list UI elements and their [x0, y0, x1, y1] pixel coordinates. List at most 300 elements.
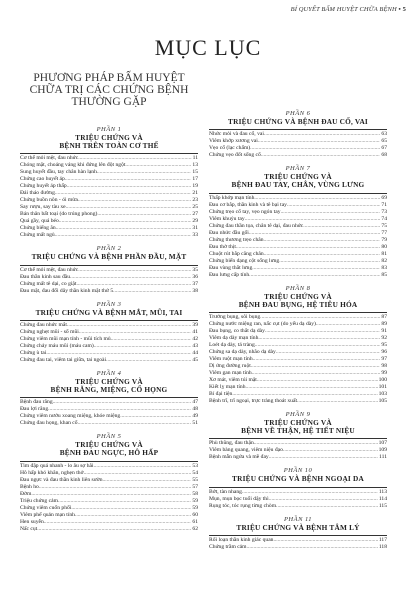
part-heading — [20, 309, 198, 317]
part-label: PHẦN 3 — [96, 300, 122, 308]
part-heading-line: TRIỆU CHỨNG VÀ — [264, 172, 332, 182]
toc-entry-title: Hen suyễn — [20, 518, 44, 525]
toc-entry[interactable] — [209, 230, 387, 237]
part-heading — [209, 118, 387, 126]
toc-entry-page: 92 — [381, 335, 387, 342]
section-title-line: PHƯƠNG PHÁP BẤM HUYỆT — [33, 72, 185, 84]
toc-entry[interactable] — [209, 398, 387, 405]
toc-entry-page: 47 — [192, 399, 198, 406]
dot-leader — [258, 335, 380, 342]
toc-entry[interactable] — [209, 377, 387, 384]
dot-leader — [265, 328, 380, 335]
dot-leader — [287, 202, 380, 209]
toc-entry-title: Kiết lỵ mạn tính — [209, 384, 246, 391]
toc-entry[interactable] — [20, 183, 198, 190]
toc-entry-page: 89 — [381, 321, 387, 328]
part-label: PHẦN 11 — [283, 515, 313, 523]
toc-entry[interactable] — [209, 216, 387, 223]
toc-entry-title: Nấc cụt — [20, 525, 38, 532]
toc-entry[interactable] — [209, 314, 387, 321]
part-heading-line: TRIỆU CHỨNG VÀ BỆNH ĐAU CỔ, VAI — [228, 117, 368, 126]
part-heading-line: TRIỆU CHỨNG VÀ BỆNH MẮT, MŨI, TAI — [35, 307, 183, 317]
section-title-line: THƯỜNG GẶP — [71, 96, 147, 108]
toc-entry[interactable] — [209, 321, 387, 328]
toc-entry[interactable] — [20, 274, 198, 281]
toc-part — [209, 285, 387, 405]
toc-entry-page: 41 — [192, 328, 198, 335]
toc-entry-page: 57 — [192, 483, 198, 490]
toc-entry[interactable] — [20, 267, 198, 274]
dot-leader — [97, 211, 191, 218]
toc-entry-page: 43 — [192, 342, 198, 349]
toc-entry-page: 27 — [192, 211, 198, 218]
toc-right-column — [209, 104, 387, 551]
toc-entry-page: 83 — [381, 264, 387, 271]
part-heading — [209, 475, 387, 483]
toc-entry[interactable] — [20, 470, 198, 477]
toc-entry[interactable] — [20, 288, 198, 295]
toc-entry[interactable] — [20, 519, 198, 526]
dot-leader — [297, 398, 378, 405]
toc-entry-title: Triệu chứng cảm — [20, 497, 58, 504]
toc-part — [20, 370, 198, 427]
toc-entry-title: Chứng biếng ăn — [20, 225, 56, 232]
toc-entry[interactable] — [20, 336, 198, 343]
part-heading — [20, 441, 198, 457]
toc-part — [209, 165, 387, 278]
dot-leader — [76, 281, 191, 288]
toc-entry-page: 38 — [192, 287, 198, 294]
dot-leader — [249, 230, 381, 237]
toc-entry[interactable] — [209, 391, 387, 398]
header-bullet: • — [398, 6, 401, 13]
toc-entry-title: Viêm bàng quang, viêm niệu đạo — [209, 447, 283, 454]
toc-entry-title: Đái tháo đường — [20, 190, 55, 197]
toc-entry[interactable] — [20, 343, 198, 350]
part-heading-line: BỆNH TRÊN TOÀN CƠ THỂ — [59, 141, 159, 151]
part-heading — [209, 524, 387, 532]
part-label: PHẦN 2 — [96, 245, 122, 253]
dot-leader — [70, 274, 191, 281]
part-heading-line: TRIỆU CHỨNG VÀ — [264, 291, 332, 301]
toc-entry-title: Sung huyết đầu, tay chân hàn lạnh — [20, 169, 97, 176]
toc-entry[interactable] — [209, 195, 387, 202]
toc-entry-title: Mụn, mụn bọc tuổi dậy thì — [209, 495, 269, 502]
toc-entry[interactable] — [209, 258, 387, 265]
toc-entry-list — [209, 487, 387, 510]
toc-entry-page: 100 — [378, 377, 387, 384]
toc-entry-title: Đau thờ thịt — [209, 243, 236, 250]
toc-entry-title: Chóng mặt, choáng váng khi đứng lên đột ngột — [20, 162, 126, 169]
toc-entry-page: 63 — [381, 131, 387, 138]
toc-entry-page: 31 — [192, 225, 198, 232]
toc-entry[interactable] — [209, 237, 387, 244]
toc-entry-title: Chứng đau họng, khan cổ — [20, 420, 78, 427]
toc-entry-title: Bán thân bất toại (do trúng phong) — [20, 211, 98, 218]
part-heading-line: BỆNH ĐAU NGỰC, HÔ HẤP — [59, 448, 159, 458]
toc-entry-page: 101 — [378, 384, 387, 391]
toc-entry-title: Chứng đau thần tọa, chân tê dại, đau nhức — [209, 222, 304, 229]
toc-entry-title: Chứng viêm mũi mạn tính - mũi tích mủ — [20, 335, 111, 342]
dot-leader — [53, 399, 192, 406]
dot-leader — [236, 244, 381, 251]
toc-entry[interactable] — [20, 491, 198, 498]
toc-entry-list — [209, 312, 387, 405]
part-heading — [209, 419, 387, 435]
toc-entry[interactable] — [209, 356, 387, 363]
toc-entry-title: Bệnh mẫn ngứa và mề đay — [209, 454, 269, 461]
part-heading — [209, 293, 387, 309]
toc-entry[interactable] — [20, 197, 198, 204]
toc-entry-page: 60 — [192, 511, 198, 518]
part-heading-line: BỆNH VỀ THẬN, HỆ TIẾT NIỆU — [241, 426, 355, 436]
toc-entry-title: Chứng mất tê dại, co giật — [20, 280, 77, 287]
toc-entry-page: 44 — [192, 349, 198, 356]
dot-leader — [283, 447, 378, 454]
dot-leader — [39, 484, 192, 491]
toc-entry-page: 49 — [192, 413, 198, 420]
toc-entry-page: 29 — [192, 218, 198, 225]
toc-entry[interactable] — [20, 281, 198, 288]
toc-entry-title: Xơ mát, viêm túi mật — [209, 377, 257, 384]
dot-leader — [78, 155, 191, 162]
toc-entry-title: Chứng cao huyết áp — [20, 176, 65, 183]
toc-entry[interactable] — [209, 131, 387, 138]
page-title: MỤC LỤC — [154, 35, 262, 60]
dot-leader — [264, 251, 381, 258]
toc-entry-title: Đau vùng thắt lưng — [209, 264, 253, 271]
toc-entry[interactable] — [20, 204, 198, 211]
toc-entry-page: 19 — [192, 183, 198, 190]
dot-leader — [254, 195, 380, 202]
toc-entry-page: 115 — [378, 502, 387, 509]
dot-leader — [78, 197, 192, 204]
dot-leader — [252, 370, 381, 377]
dot-leader — [252, 265, 380, 272]
toc-entry[interactable] — [209, 454, 387, 461]
toc-entry-title: Thấp khớp mạn tính — [209, 194, 255, 201]
toc-entry-title: Đờm — [20, 490, 32, 497]
toc-entry[interactable] — [209, 544, 387, 551]
toc-entry-page: 75 — [381, 222, 387, 229]
toc-entry-page: 118 — [378, 543, 387, 550]
toc-entry-list — [209, 438, 387, 461]
toc-entry-list — [20, 265, 198, 295]
toc-entry-page: 42 — [192, 335, 198, 342]
toc-entry-title: Đau lưng cấp tính — [209, 271, 250, 278]
toc-entry[interactable] — [209, 440, 387, 447]
toc-entry[interactable] — [20, 498, 198, 505]
toc-entry-page: 54 — [192, 469, 198, 476]
toc-entry-title: Chứng mất ngủ — [20, 232, 55, 239]
dot-leader — [106, 357, 191, 364]
toc-entry-page: 11 — [192, 155, 198, 162]
toc-part — [209, 110, 387, 159]
dot-leader — [94, 343, 192, 350]
toc-entry[interactable] — [20, 463, 198, 470]
dot-leader — [84, 470, 192, 477]
toc-entry-page: 39 — [192, 321, 198, 328]
toc-entry-page: 114 — [378, 495, 387, 502]
toc-entry[interactable] — [209, 349, 387, 356]
dot-leader — [261, 152, 381, 159]
dot-leader — [279, 258, 380, 265]
toc-entry-title: Bệnh trĩ, trĩ ngoại, trực tràng thoát xuất — [209, 398, 298, 405]
dot-leader — [269, 496, 378, 503]
toc-entry-title: Rối loạn thần kinh giác quan — [209, 536, 274, 543]
part-label: PHẦN 6 — [285, 110, 311, 117]
part-heading-line: TRIỆU CHỨNG VÀ BỆNH PHẦN ĐẦU, MẶT — [31, 252, 187, 262]
dot-leader — [55, 190, 192, 197]
toc-entry[interactable] — [20, 329, 198, 336]
toc-entry-title: Nhức mỏi và đau cổ, vai — [209, 131, 264, 138]
toc-entry-page: 105 — [378, 398, 387, 405]
part-heading-line: BỆNH ĐAU TAY, CHÂN, VÙNG LƯNG — [231, 180, 365, 190]
toc-entry[interactable] — [209, 447, 387, 454]
toc-entry[interactable] — [20, 357, 198, 364]
toc-entry-title: Đau ngực và đau thần kinh liên sườn — [20, 476, 103, 483]
toc-entry-title: Chứng đau nhức mắt — [20, 321, 67, 328]
part-heading-line: TRIỆU CHỨNG VÀ — [75, 376, 143, 386]
toc-entry-page: 85 — [381, 271, 387, 278]
toc-entry-title: Phù thũng, đau thận — [209, 440, 254, 447]
part-heading — [20, 134, 198, 150]
toc-entry-page: 65 — [381, 138, 387, 145]
part-heading-line: TRIỆU CHỨNG VÀ BỆNH NGOẠI DA — [232, 474, 364, 484]
toc-entry-title: Cơ thể mỏi mệt, đau nhức — [20, 266, 79, 273]
dot-leader — [269, 454, 378, 461]
toc-entry-title: Bệnh đau răng — [20, 399, 53, 406]
toc-entry-title: Chứng vẹo đốt sống cổ — [209, 152, 261, 159]
toc-entry-list — [209, 535, 387, 551]
toc-entry[interactable] — [209, 328, 387, 335]
toc-entry-list — [20, 320, 198, 364]
dot-leader — [66, 204, 192, 211]
toc-entry-title: Đau lợi răng — [20, 406, 49, 413]
dot-leader — [281, 209, 381, 216]
toc-entry-page: 81 — [381, 250, 387, 257]
dot-leader — [113, 288, 191, 295]
toc-entry-title: Chứng thương trẹo chân — [209, 236, 264, 243]
toc-entry-title: Loét dạ dày, tá tràng — [209, 342, 255, 349]
part-label: PHẦN 9 — [285, 411, 311, 419]
toc-entry[interactable] — [20, 211, 198, 218]
toc-entry[interactable] — [209, 152, 387, 159]
toc-entry[interactable] — [20, 420, 198, 427]
dot-leader — [242, 489, 378, 496]
toc-entry[interactable] — [20, 176, 198, 183]
toc-entry-list — [209, 193, 387, 279]
toc-entry-title: Cơ thể mỏi mệt, đau nhức — [20, 155, 79, 162]
toc-entry[interactable] — [20, 350, 198, 357]
toc-entry-page: 59 — [192, 497, 198, 504]
dot-leader — [55, 232, 192, 239]
toc-entry[interactable] — [209, 363, 387, 370]
toc-entry-page: 53 — [192, 462, 198, 469]
toc-entry[interactable] — [20, 413, 198, 420]
toc-entry[interactable] — [20, 477, 198, 484]
toc-entry-title: Viêm khuỷu tay — [209, 215, 245, 222]
toc-entry[interactable] — [209, 342, 387, 349]
toc-entry[interactable] — [20, 406, 198, 413]
part-label: PHẦN 7 — [285, 165, 311, 173]
toc-entry-list — [20, 461, 198, 533]
toc-entry[interactable] — [209, 384, 387, 391]
toc-entry-page: 21 — [192, 190, 198, 197]
toc-entry-title: Chứng huyết áp thấp — [20, 183, 67, 190]
toc-entry-page: 99 — [381, 370, 387, 377]
dot-leader — [257, 377, 378, 384]
toc-entry[interactable] — [209, 489, 387, 496]
dot-leader — [232, 391, 377, 398]
dot-leader — [273, 537, 377, 544]
toc-entry-title: Chứng biến dạng cột sống lưng — [209, 257, 280, 264]
toc-entry[interactable] — [20, 232, 198, 239]
toc-entry[interactable] — [20, 218, 198, 225]
toc-entry-page: 36 — [192, 273, 198, 280]
dot-leader — [258, 138, 381, 145]
dot-leader — [245, 216, 381, 223]
part-heading — [20, 253, 198, 261]
dot-leader — [78, 267, 191, 274]
dot-leader — [303, 223, 380, 230]
toc-entry-title: Chứng viêm nướu xoang miệng, khóe miệng — [20, 413, 121, 420]
part-label: PHẦN 1 — [96, 126, 122, 133]
toc-entry[interactable] — [209, 503, 387, 510]
toc-entry-list — [20, 397, 198, 427]
dot-leader — [253, 356, 381, 363]
toc-entry-title: Chứng buồn nôn - ói mửa — [20, 197, 78, 204]
toc-part — [209, 467, 387, 509]
toc-entry-page: 87 — [381, 314, 387, 321]
dot-leader — [246, 384, 378, 391]
toc-entry-page: 107 — [378, 440, 387, 447]
toc-entry[interactable] — [20, 190, 198, 197]
dot-leader — [59, 218, 192, 225]
toc-part — [20, 433, 198, 532]
part-heading-line: TRIỆU CHỨNG VÀ — [264, 418, 332, 428]
toc-entry-page: 51 — [192, 420, 198, 427]
toc-entry-page: 45 — [192, 356, 198, 363]
toc-entry-title: Viêm dạ dày mạn tính — [209, 335, 259, 342]
toc-entry[interactable] — [209, 272, 387, 279]
toc-entry-title: Chứng trẹo cổ tay, vẹo ngón tay — [209, 208, 281, 215]
book-section-title — [18, 72, 200, 108]
toc-entry[interactable] — [209, 496, 387, 503]
toc-entry-page: 95 — [381, 342, 387, 349]
dot-leader — [120, 413, 191, 420]
dot-leader — [65, 176, 192, 183]
toc-entry[interactable] — [209, 223, 387, 230]
toc-entry[interactable] — [20, 512, 198, 519]
toc-entry-title: Viêm gan mạn tính — [209, 370, 252, 377]
toc-entry-page: 111 — [379, 454, 387, 461]
dot-leader — [78, 420, 192, 427]
toc-part — [209, 411, 387, 461]
toc-entry[interactable] — [20, 526, 198, 533]
dot-leader — [251, 363, 381, 370]
toc-entry[interactable] — [209, 537, 387, 544]
toc-entry-page: 58 — [192, 490, 198, 497]
toc-entry[interactable] — [20, 169, 198, 176]
toc-entry-title: Vẹo cổ (lạc chẩm) — [209, 145, 251, 152]
dot-leader — [255, 342, 381, 349]
toc-entry[interactable] — [209, 145, 387, 152]
toc-entry-page: 23 — [192, 197, 198, 204]
section-title-line: CHỮA TRỊ CÁC CHỨNG BỆNH — [29, 84, 189, 96]
toc-entry[interactable] — [209, 209, 387, 216]
toc-entry-page: 55 — [192, 476, 198, 483]
toc-entry[interactable] — [20, 399, 198, 406]
part-label: PHẦN 8 — [285, 284, 311, 292]
page-number: 5 — [402, 6, 406, 13]
toc-entry-page: 17 — [192, 176, 198, 183]
toc-entry[interactable] — [209, 370, 387, 377]
toc-entry-title: Bệnh ho — [20, 483, 39, 490]
dot-leader — [111, 336, 192, 343]
dot-leader — [264, 131, 380, 138]
toc-entry[interactable] — [20, 505, 198, 512]
dot-leader — [94, 463, 192, 470]
toc-entry-title: Chứng viêm cuốn phổi — [20, 504, 72, 511]
toc-entry-title: Chuột rút bắp căng chân — [209, 250, 264, 257]
running-header — [291, 6, 406, 13]
dot-leader — [97, 169, 192, 176]
toc-entry-page: 113 — [378, 488, 387, 495]
dot-leader — [37, 526, 191, 533]
toc-entry-page: 79 — [381, 236, 387, 243]
toc-entry-page: 69 — [381, 194, 387, 201]
toc-entry-page: 103 — [378, 391, 387, 398]
dot-leader — [276, 349, 381, 356]
dot-leader — [46, 350, 191, 357]
part-heading-line: TRIỆU CHỨNG VÀ BỆNH TÂM LÝ — [236, 522, 360, 532]
toc-entry[interactable] — [209, 244, 387, 251]
toc-entry[interactable] — [20, 225, 198, 232]
toc-entry-title: Tim đập quá nhanh - lo âu sợ hãi — [20, 462, 94, 469]
part-heading-line: BỆNH ĐAU BỤNG, HỆ TIÊU HÓA — [238, 299, 358, 309]
toc-entry[interactable] — [20, 155, 198, 162]
toc-entry[interactable] — [20, 484, 198, 491]
toc-entry-page: 117 — [378, 536, 387, 543]
toc-entry-title: Chứng chảy máu mũi (máu cam) — [20, 342, 94, 349]
dot-leader — [250, 145, 380, 152]
part-heading — [209, 173, 387, 189]
dot-leader — [276, 503, 378, 510]
toc-entry-page: 13 — [192, 162, 198, 169]
toc-entry-title: Viêm phế quản mạn tính — [20, 511, 75, 518]
toc-entry[interactable] — [20, 322, 198, 329]
toc-entry-page: 15 — [192, 169, 198, 176]
dot-leader — [249, 272, 380, 279]
toc-entry-title: Chứng ù tai — [20, 349, 47, 356]
toc-entry[interactable] — [209, 138, 387, 145]
toc-entry[interactable] — [209, 335, 387, 342]
dot-leader — [58, 498, 191, 505]
dot-leader — [44, 519, 192, 526]
part-heading-line: BỆNH RĂNG, MIỆNG, CỔ HỌNG — [50, 385, 168, 395]
toc-entry-title: Chứng đau tai, viêm tai giữa, tai ngoài — [20, 356, 107, 363]
toc-entry[interactable] — [209, 251, 387, 258]
toc-entry-page: 61 — [192, 518, 198, 525]
toc-entry-page: 97 — [381, 356, 387, 363]
dot-leader — [67, 183, 192, 190]
toc-entry[interactable] — [209, 265, 387, 272]
toc-entry[interactable] — [20, 162, 198, 169]
dot-leader — [71, 505, 191, 512]
toc-entry[interactable] — [209, 202, 387, 209]
part-label: PHẦN 5 — [96, 433, 122, 441]
